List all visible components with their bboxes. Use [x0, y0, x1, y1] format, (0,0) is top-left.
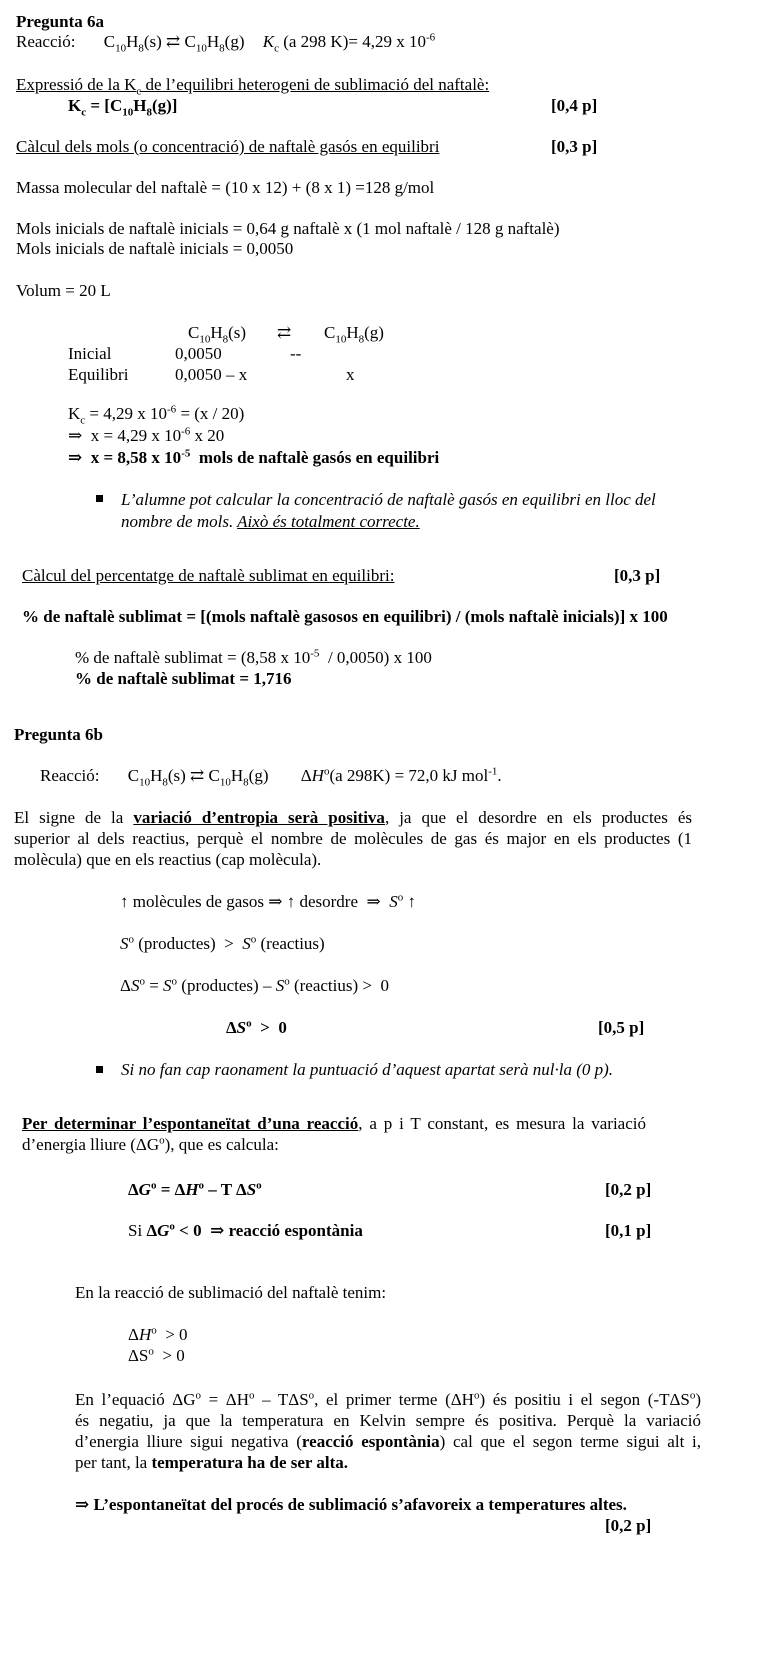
- enthalpy-sign: $\Delta H^o > 0$: [128, 1324, 188, 1344]
- final-paragraph-line-2: és negatiu, ja que la temperatura en Kelvin sempre és positiva. Perquè la variació: [75, 1411, 701, 1430]
- entropy-reasoning-2: $S^o$ (productes) > $S^o$ (reactius): [120, 933, 325, 953]
- table-row-initial-solid: 0,0050: [175, 344, 222, 363]
- entropy-sign: $\Delta S^o > 0$: [128, 1345, 185, 1365]
- q6a-reaction-line: [16, 31, 436, 55]
- note-concentration: [121, 489, 691, 533]
- kc-equation-line: $K_c = 4,29$ x $10^{-6} = (x / 20)$: [68, 403, 245, 427]
- table-row-initial-label: Inicial: [68, 344, 112, 363]
- table-header-solid: $C_{10}H_8(s)$: [188, 323, 247, 346]
- spontaneity-paragraph-line-1: Per determinar l’espontaneïtat d’una reacció, a p i T constant, es mesura la variació: [22, 1114, 646, 1133]
- note-concentration-text: L’alumne pot calcular la concentració de naftalè gasós en equilibri en lloc del nombre de mols.: [121, 490, 656, 531]
- entropy-paragraph-line-2: superior al dels reactius, perquè el nombre de molècules de gas és major en els productes (1: [14, 829, 692, 848]
- entropy-reasoning-1: ↑ molècules de gasos ⇒ ↑ desordre ⇒ $S^o$ ↑: [120, 891, 417, 911]
- bullet-icon: [96, 495, 103, 502]
- kc-expression: $K_c$ (a 298 K)= 4,29 x $10^{-6}$: [262, 31, 436, 55]
- enthalpy-value: $\Delta H^o(a$ 298K) = 72,0 kJ mol$^{-1}$.: [300, 765, 502, 785]
- q6b-heading: Pregunta 6b: [14, 725, 103, 744]
- gibbs-equation: $\Delta G^o = \Delta H^o - T$ $\Delta S^o$: [128, 1179, 262, 1199]
- kc-points: [0,4 p]: [551, 96, 598, 115]
- percentage-result: % de naftalè sublimat = 1,716: [75, 669, 292, 688]
- table-header-arrow: ⇄: [277, 323, 292, 342]
- volume-line: Volum = 20 L: [16, 281, 111, 300]
- gibbs-condition-points: [0,1 p]: [605, 1221, 652, 1240]
- kc-expression-title: Expressió de la $K_c$ de l’equilibri heterogeni de sublimació del naftalè:: [16, 75, 490, 98]
- q6a-heading: Pregunta 6a: [16, 12, 104, 31]
- entropy-points: [0,5 p]: [598, 1018, 645, 1037]
- kc-formula: $K_c = [C_{10}H_8(g)]$: [68, 96, 178, 119]
- initial-moles-line-1: Mols inicials de naftalè inicials = 0,64 g naftalè x (1 mol naftalè / 128 g naftalè): [16, 219, 560, 238]
- reaction-label: Reacció:: [40, 766, 100, 785]
- note-concentration-emphasis: Això és totalment correcte.: [237, 512, 420, 531]
- x-result-line: ⇒ x = 8,58 x $10^{-5}$ mols de naftalè gasós en equilibri: [68, 447, 440, 467]
- final-paragraph-line-4: per tant, la temperatura ha de ser alta.: [75, 1453, 349, 1472]
- moles-calc-points: [0,3 p]: [551, 137, 598, 156]
- reaction-equation: $C_{10}H_8(s)$ ⇄ $C_{10}H_8(g)$: [103, 32, 245, 55]
- table-row-equilibrium-label: Equilibri: [68, 365, 129, 384]
- percentage-points: [0,3 p]: [614, 566, 661, 585]
- entropy-result: $\Delta S^o > 0$: [226, 1017, 287, 1037]
- reaction-equation: $C_{10}H_8(s)$ ⇄ $C_{10}H_8(g)$: [127, 766, 269, 789]
- moles-calc-title: Càlcul dels mols (o concentració) de naftalè gasós en equilibri: [16, 137, 440, 156]
- percentage-calc: % de naftalè sublimat = (8,58 x $10^{-5} / 0,0050$) x 100: [75, 647, 432, 667]
- final-paragraph-line-3: d’energia lliure sigui negativa (reacció espontània) cal que el segon terme sigui alt i,: [75, 1432, 701, 1451]
- spontaneity-paragraph-line-2: d’energia lliure $(\Delta G^o)$, que es calcula:: [22, 1134, 279, 1154]
- q6b-reaction-line: [40, 765, 502, 789]
- conclusion-points: [0,2 p]: [605, 1516, 652, 1535]
- table-header-gas: $C_{10}H_8(g)$: [324, 323, 384, 346]
- gibbs-condition: Si $\Delta G^o < 0$ ⇒ reacció espontània: [128, 1220, 363, 1240]
- entropy-reasoning-3: $\Delta S^o = S^o$ (productes) – $S^o$ (reactius) > 0: [120, 975, 389, 995]
- conclusion: ⇒ L’espontaneïtat del procés de sublimació s’afavoreix a temperatures altes.: [75, 1495, 627, 1514]
- entropy-paragraph-line-1: El signe de la variació d’entropia serà positiva, ja que el desordre en els productes és: [14, 808, 692, 827]
- sublimation-intro: En la reacció de sublimació del naftalè tenim:: [75, 1283, 387, 1302]
- table-row-equilibrium-solid: 0,0050 – x: [175, 365, 248, 384]
- molar-mass-line: Massa molecular del naftalè = (10 x 12) + (8 x 1) =128 g/mol: [16, 178, 435, 197]
- note-zero-points: Si no fan cap raonament la puntuació d’aquest apartat serà nul·la (0 p).: [121, 1060, 614, 1079]
- gibbs-points: [0,2 p]: [605, 1180, 652, 1199]
- bullet-icon: [96, 1066, 103, 1073]
- final-paragraph-line-1: En l’equació $\Delta G^o = \Delta H^o - T\Delta S^o$, el primer terme $(\Delta H^o)$ és positiu i el segon (-TΔS$^o$): [75, 1389, 702, 1409]
- initial-moles-line-2: Mols inicials de naftalè inicials = 0,0050: [16, 239, 294, 258]
- entropy-paragraph-line-3: molècula) que en els reactius (cap molècula).: [14, 850, 322, 869]
- table-row-initial-gas: --: [290, 344, 302, 363]
- percentage-title: Càlcul del percentatge de naftalè sublimat en equilibri:: [22, 566, 395, 585]
- table-row-equilibrium-gas: x: [346, 365, 355, 384]
- reaction-label: Reacció:: [16, 32, 76, 51]
- percentage-formula: % de naftalè sublimat = [(mols naftalè gasosos en equilibri) / (mols naftalè inicials)] x 100: [22, 607, 668, 626]
- x-solve-line: ⇒ x = 4,29 x $10^{-6}$ x 20: [68, 425, 225, 445]
